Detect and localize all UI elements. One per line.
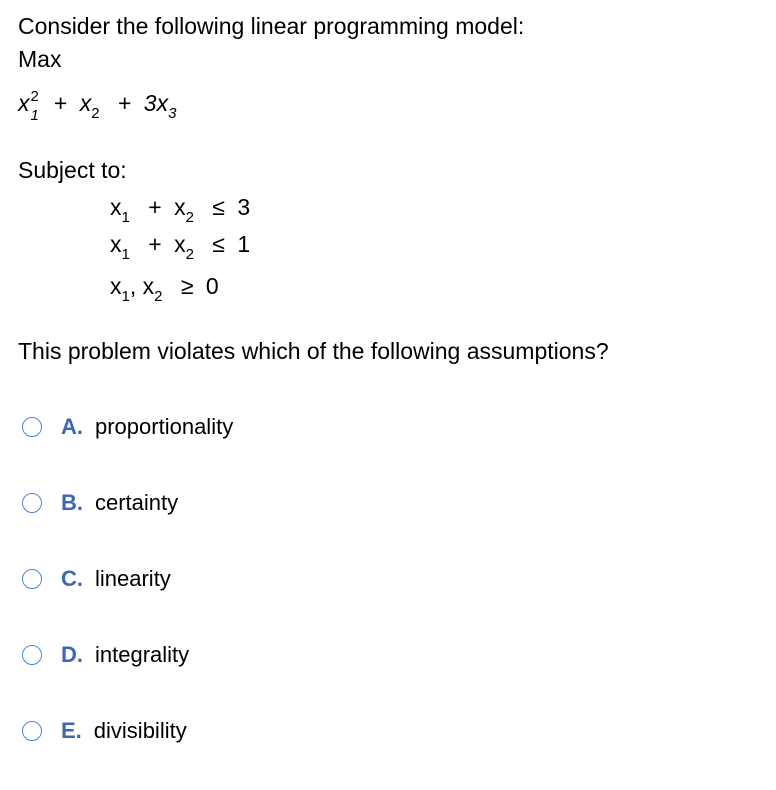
c1-v2: x bbox=[174, 194, 186, 220]
option-e-text: divisibility bbox=[93, 718, 187, 743]
option-d-text: integrality bbox=[95, 642, 190, 667]
c2-rel: ≤ bbox=[212, 231, 225, 257]
option-b[interactable] bbox=[22, 490, 178, 516]
nn-rhs: 0 bbox=[205, 273, 219, 299]
c2-v1: x bbox=[110, 231, 122, 257]
c1-rel: ≤ bbox=[212, 194, 225, 220]
objective-label: Max bbox=[18, 46, 62, 72]
intro-text: Consider the following linear programming model: bbox=[18, 13, 525, 39]
c2-s2: 2 bbox=[185, 246, 194, 263]
option-d-letter: D. bbox=[61, 642, 83, 667]
nn-rel: ≥ bbox=[180, 273, 194, 299]
c1-s1: 1 bbox=[121, 209, 130, 226]
option-c-text: linearity bbox=[95, 566, 171, 591]
option-b-text: certainty bbox=[95, 490, 179, 515]
option-e-letter: E. bbox=[61, 718, 82, 743]
c1-v1: x bbox=[110, 194, 122, 220]
nn-comma: , bbox=[129, 273, 137, 299]
option-a[interactable] bbox=[22, 414, 233, 440]
option-c[interactable] bbox=[22, 566, 171, 592]
option-b-radio[interactable] bbox=[22, 493, 42, 513]
option-c-radio[interactable] bbox=[22, 569, 42, 589]
c2-s1: 1 bbox=[121, 246, 130, 263]
constraint-1 bbox=[110, 193, 250, 225]
obj-plus1: + bbox=[53, 90, 68, 116]
option-a-radio[interactable] bbox=[22, 417, 42, 437]
obj-term3-sub: 3 bbox=[168, 105, 177, 122]
constraint-2 bbox=[110, 230, 250, 262]
objective-function bbox=[18, 88, 177, 124]
option-d[interactable] bbox=[22, 642, 189, 668]
c2-rhs: 1 bbox=[237, 231, 251, 257]
option-e-radio[interactable] bbox=[22, 721, 42, 741]
nonneg-constraint bbox=[110, 272, 219, 304]
option-d-radio[interactable] bbox=[22, 645, 42, 665]
option-b-letter: B. bbox=[61, 490, 83, 515]
obj-plus2: + bbox=[117, 90, 132, 116]
c2-v2: x bbox=[174, 231, 186, 257]
nn-v2: x bbox=[142, 273, 155, 299]
obj-term1-var: x bbox=[18, 90, 30, 116]
nn-s2: 2 bbox=[154, 288, 163, 305]
question-text: This problem violates which of the following assumptions? bbox=[18, 338, 609, 364]
c2-op: + bbox=[148, 231, 162, 257]
obj-term2-var: x bbox=[79, 90, 92, 116]
obj-term1-sub: 1 bbox=[30, 107, 39, 124]
option-a-letter: A. bbox=[61, 414, 83, 439]
obj-term3-var: 3x bbox=[143, 90, 169, 116]
option-e[interactable] bbox=[22, 718, 187, 744]
obj-term2-sub: 2 bbox=[91, 105, 100, 122]
option-c-letter: C. bbox=[61, 566, 83, 591]
obj-term1-sup: 2 bbox=[30, 88, 39, 105]
subject-to-label: Subject to: bbox=[18, 157, 127, 183]
option-a-text: proportionality bbox=[95, 414, 234, 439]
c1-s2: 2 bbox=[185, 209, 194, 226]
nn-s1: 1 bbox=[121, 288, 130, 305]
nn-v1: x bbox=[110, 273, 122, 299]
c1-rhs: 3 bbox=[237, 194, 251, 220]
c1-op: + bbox=[148, 194, 162, 220]
